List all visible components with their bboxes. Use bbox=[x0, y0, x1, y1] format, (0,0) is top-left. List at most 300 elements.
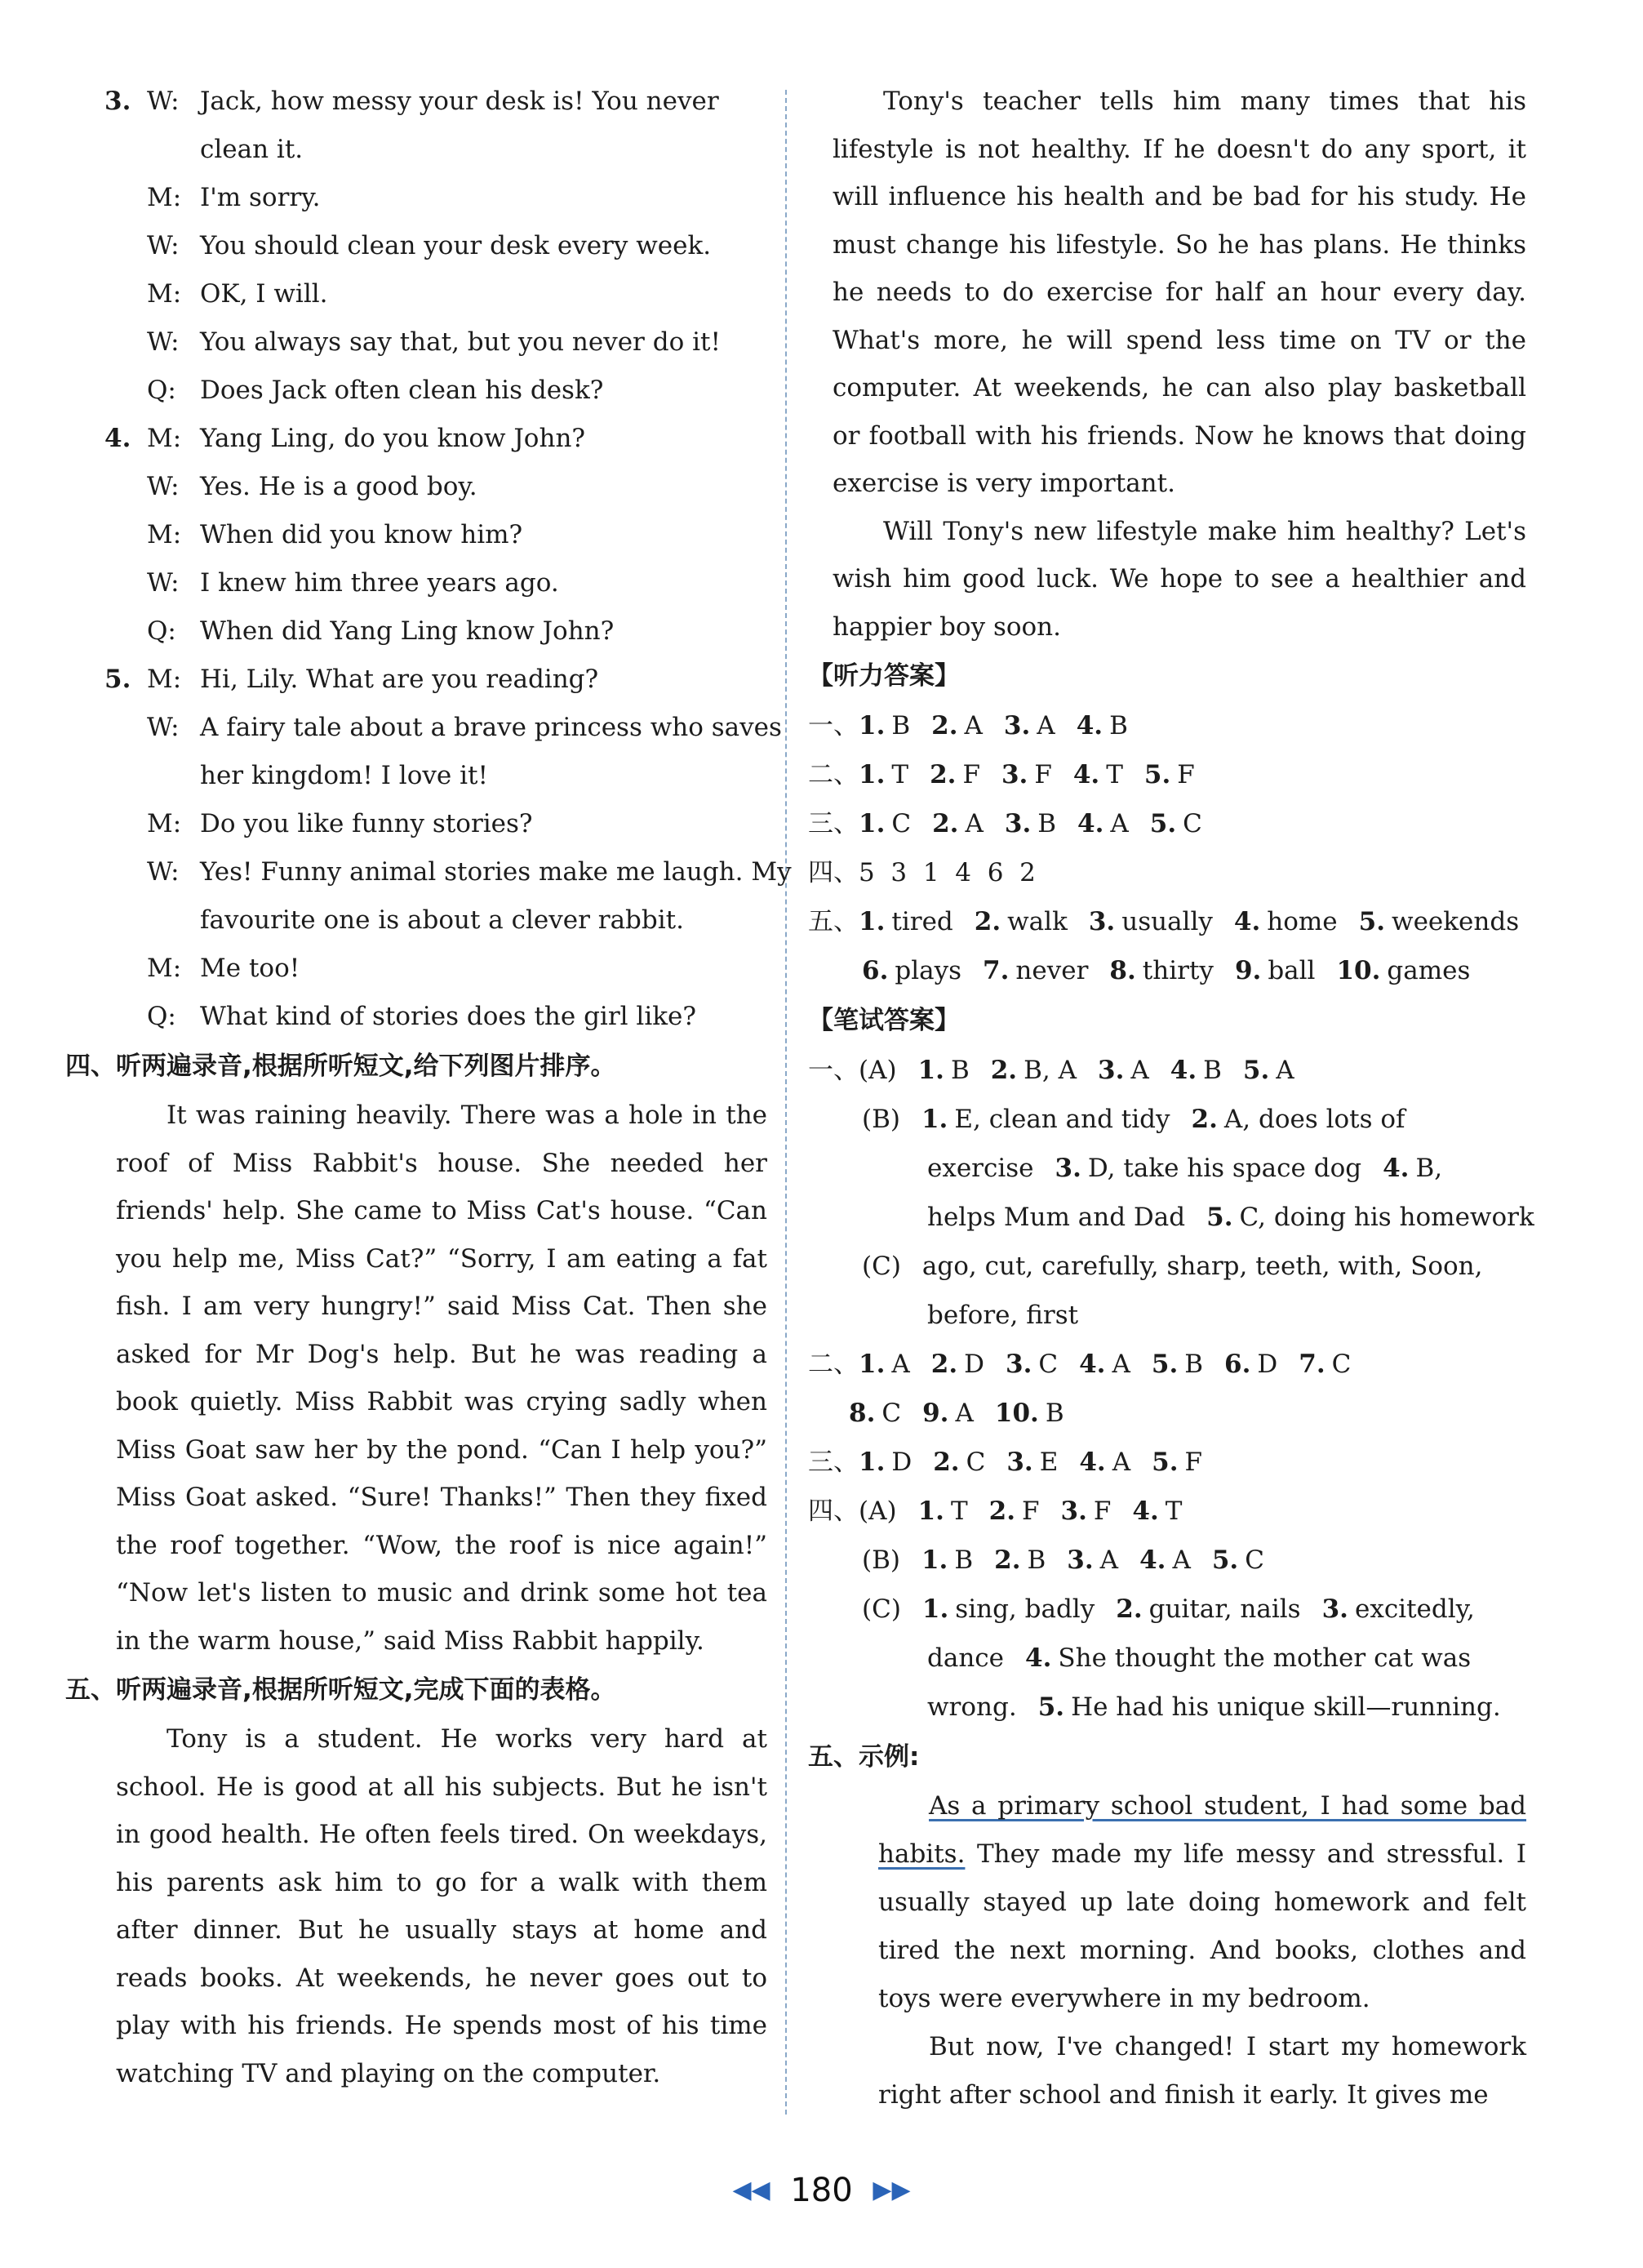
essay-paragraph-1 bbox=[878, 1782, 1526, 2023]
essay-p1-rest: They made my life messy and stressful. I usually stayed up late doing homework and felt tired the next morning. And books, clothes and toys were everywhere in my bedroom. bbox=[878, 1839, 1526, 2013]
answer-number: 2. bbox=[974, 907, 1001, 936]
sample-essay bbox=[878, 1782, 1526, 2119]
answer-items bbox=[859, 760, 1216, 789]
answer-item bbox=[1322, 1594, 1475, 1624]
answer-number: 4. bbox=[1077, 809, 1104, 838]
listening-section-1-label: 一、 bbox=[808, 711, 859, 740]
dialogue-line bbox=[65, 848, 792, 896]
written-section-2-label: 二、 bbox=[808, 1350, 859, 1379]
answer-value: home bbox=[1267, 907, 1338, 936]
dialogue-line bbox=[65, 318, 767, 367]
dialogue-text: Hi, Lily. What are you reading? bbox=[200, 665, 599, 694]
answer-value: C bbox=[966, 1448, 986, 1477]
answer-number: 10. bbox=[994, 1399, 1039, 1428]
written-1c-line2 bbox=[808, 1291, 1526, 1340]
written-answers-title: 【笔试答案】 bbox=[808, 1006, 960, 1035]
answer-number: 5. bbox=[1242, 1056, 1270, 1085]
answer-number: 3. bbox=[1067, 1545, 1094, 1575]
written-4c-line1 bbox=[808, 1585, 1526, 1634]
answer-items bbox=[918, 1496, 1204, 1526]
dialogue-text: Jack, how messy your desk is! You never bbox=[200, 87, 719, 116]
dialogue-text: I knew him three years ago. bbox=[200, 568, 559, 598]
answer-item bbox=[931, 711, 983, 740]
speaker-label: M: bbox=[147, 183, 182, 212]
answer-items bbox=[1055, 1154, 1464, 1183]
dialogue-line bbox=[65, 607, 767, 656]
answer-number: 5. bbox=[1143, 760, 1171, 789]
answer-number: 1. bbox=[917, 1496, 944, 1526]
answer-value: A bbox=[1099, 1545, 1119, 1575]
answer-item bbox=[989, 1496, 1040, 1526]
dialogue-line-continuation bbox=[65, 752, 767, 800]
answer-item bbox=[932, 809, 984, 838]
answer-number: 5. bbox=[1037, 1692, 1065, 1722]
answer-number: 4. bbox=[1233, 907, 1261, 936]
answer-number: 9. bbox=[1234, 956, 1262, 985]
answer-item bbox=[1006, 1350, 1058, 1379]
answer-number: 2. bbox=[1116, 1594, 1143, 1624]
answer-number: 3. bbox=[1055, 1154, 1081, 1183]
dialogue-text: Yang Ling, do you know John? bbox=[200, 424, 586, 453]
answer-value: C bbox=[891, 809, 912, 838]
answer-item bbox=[1079, 1448, 1130, 1477]
answer-continuation: exercise bbox=[927, 1154, 1034, 1183]
answer-item bbox=[921, 1545, 973, 1575]
answer-item bbox=[1144, 760, 1195, 789]
speaker-label: Q: bbox=[147, 1002, 176, 1031]
answer-value: B, A bbox=[1024, 1056, 1077, 1085]
answer-value: A bbox=[1112, 1350, 1130, 1379]
written-1c-line1 bbox=[808, 1242, 1526, 1291]
written-3 bbox=[808, 1438, 1526, 1487]
column-divider bbox=[785, 90, 787, 2115]
answer-value: thirty bbox=[1142, 956, 1214, 985]
section4-heading: 四、听两遍录音,根据所听短文,给下列图片排序。 bbox=[65, 1052, 616, 1081]
answer-value: He had his unique skill—running. bbox=[1071, 1692, 1501, 1722]
answer-number: 5. bbox=[1149, 809, 1177, 838]
written-2-row1 bbox=[808, 1340, 1526, 1389]
answer-number: 4. bbox=[1170, 1056, 1197, 1085]
dialogue-text: When did you know him? bbox=[200, 520, 523, 549]
part-label: (A) bbox=[859, 1496, 897, 1526]
answer-item bbox=[1109, 956, 1214, 985]
answer-number: 1. bbox=[921, 1545, 948, 1575]
answer-item bbox=[1077, 809, 1129, 838]
answer-items bbox=[859, 907, 1540, 936]
answer-number: 8. bbox=[1109, 956, 1136, 985]
answer-value: A bbox=[964, 711, 983, 740]
answer-value: C bbox=[881, 1399, 902, 1428]
answer-value: E bbox=[1039, 1448, 1059, 1477]
answer-item bbox=[859, 907, 953, 936]
answer-value: C bbox=[1331, 1350, 1352, 1379]
section5-passage bbox=[116, 1715, 767, 2097]
written-1a bbox=[808, 1046, 1526, 1095]
answer-number: 1. bbox=[921, 1594, 949, 1624]
dialogue-text: I'm sorry. bbox=[200, 183, 321, 212]
answer-item bbox=[1152, 1448, 1202, 1477]
answer-value: T bbox=[1165, 1496, 1183, 1526]
left-column bbox=[65, 78, 792, 2097]
answer-item bbox=[933, 1448, 985, 1477]
answer-value: tired bbox=[891, 907, 953, 936]
answer-item bbox=[930, 760, 980, 789]
speaker-label: M: bbox=[147, 954, 182, 983]
listening-answers-row-4 bbox=[808, 848, 1526, 897]
answer-number: 3. bbox=[1060, 1496, 1087, 1526]
answer-value: guitar, nails bbox=[1148, 1594, 1301, 1624]
written-section-4-label: 四、 bbox=[808, 1496, 859, 1526]
answer-value: F bbox=[1093, 1496, 1112, 1526]
answer-item bbox=[1079, 1350, 1130, 1379]
answer-item bbox=[849, 1399, 901, 1428]
answer-number: 5. bbox=[1211, 1545, 1239, 1575]
part-label: (C) bbox=[862, 1252, 901, 1281]
dialogue-line bbox=[65, 704, 782, 752]
answer-value: never bbox=[1015, 956, 1089, 985]
question-number: 3. bbox=[104, 87, 131, 116]
answer-item bbox=[1170, 1056, 1222, 1085]
answer-item bbox=[1243, 1056, 1294, 1085]
answer-item bbox=[983, 956, 1088, 985]
dialogue-line bbox=[65, 174, 767, 222]
answer-number: 7. bbox=[983, 956, 1010, 985]
written-1b-line2 bbox=[808, 1144, 1526, 1193]
listening-section-5-label: 五、 bbox=[808, 907, 859, 936]
answer-value: F bbox=[1022, 1496, 1040, 1526]
answer-item bbox=[1224, 1350, 1277, 1379]
answer-number: 3. bbox=[1006, 1448, 1033, 1477]
answer-item bbox=[918, 1496, 968, 1526]
answer-value: A bbox=[1037, 711, 1055, 740]
answer-value: A bbox=[955, 1399, 974, 1428]
dialogue-line bbox=[65, 800, 767, 848]
answer-value: She thought the mother cat was bbox=[1058, 1643, 1472, 1673]
answer-number: 5. bbox=[1358, 907, 1386, 936]
answer-value: B bbox=[954, 1545, 974, 1575]
dialogue-text: What kind of stories does the girl like? bbox=[200, 1002, 697, 1031]
answer-number: 2. bbox=[930, 1350, 958, 1379]
answer-value: F bbox=[1184, 1448, 1203, 1477]
answer-item bbox=[1234, 907, 1338, 936]
answer-items bbox=[1038, 1692, 1522, 1722]
answer-value: games bbox=[1387, 956, 1471, 985]
answer-value: T bbox=[1106, 760, 1123, 789]
tony-passage-continued bbox=[833, 78, 1526, 651]
answer-item bbox=[922, 1594, 1095, 1624]
written-1b-line1 bbox=[808, 1095, 1526, 1144]
answer-items bbox=[859, 809, 1223, 838]
answer-value: E, clean and tidy bbox=[954, 1105, 1170, 1134]
part-label: (A) bbox=[859, 1056, 897, 1085]
written-4c-line3 bbox=[808, 1683, 1526, 1732]
answer-item bbox=[1001, 760, 1052, 789]
answer-item bbox=[859, 809, 911, 838]
answer-number: 2. bbox=[931, 711, 958, 740]
speaker-label: W: bbox=[147, 568, 180, 598]
part-label: (B) bbox=[862, 1545, 900, 1575]
answer-number: 2. bbox=[990, 1056, 1018, 1085]
dialogue-text: Do you like funny stories? bbox=[200, 809, 533, 838]
speaker-label: W: bbox=[147, 472, 180, 501]
answer-item bbox=[1073, 760, 1123, 789]
answer-item bbox=[1067, 1545, 1118, 1575]
tony-paragraph-1: Tony's teacher tells him many times that his lifestyle is not healthy. If he doesn't do any sport, it will influence his health and be bad for his study. He must change his lifestyle. So he has plans. He thinks he needs to do exercise for half an hour every day. What's more, he will spend less time on TV or the computer. At weekends, he can also play basketball or football with his friends. Now he knows that doing exercise is very important. bbox=[833, 87, 1526, 498]
answer-number: 1. bbox=[859, 711, 886, 740]
listening-answers-row-2 bbox=[808, 750, 1526, 799]
answer-value: B bbox=[1109, 711, 1128, 740]
speaker-label: W: bbox=[147, 231, 180, 260]
answer-value: B bbox=[1203, 1056, 1222, 1085]
answer-item bbox=[1038, 1692, 1501, 1722]
answer-number: 3. bbox=[1321, 1594, 1348, 1624]
dialogue-text: When did Yang Ling know John? bbox=[200, 616, 615, 646]
speaker-label: Q: bbox=[147, 376, 176, 405]
answer-number: 1. bbox=[859, 809, 886, 838]
answer-value: B bbox=[950, 1056, 970, 1085]
dialogue-text: A fairy tale about a brave princess who saves bbox=[200, 713, 782, 742]
answer-value: D bbox=[1257, 1350, 1278, 1379]
section5-heading: 五、听两遍录音,根据所听短文,完成下面的表格。 bbox=[65, 1675, 616, 1705]
answer-items bbox=[922, 1594, 1496, 1624]
dialogue-text: Me too! bbox=[200, 954, 300, 983]
answer-value: C, doing his homework bbox=[1239, 1203, 1534, 1232]
dialogue-text: her kingdom! I love it! bbox=[200, 761, 488, 790]
written-4b bbox=[808, 1536, 1526, 1585]
written-4a bbox=[808, 1487, 1526, 1536]
answer-items bbox=[1206, 1203, 1556, 1232]
answer-number: 5. bbox=[1151, 1350, 1179, 1379]
answer-item bbox=[1132, 1496, 1182, 1526]
answer-item bbox=[859, 1350, 910, 1379]
speaker-label: M: bbox=[147, 520, 182, 549]
dialogue-line bbox=[65, 78, 767, 126]
answer-value: B bbox=[891, 711, 911, 740]
answer-item bbox=[921, 1105, 1170, 1134]
answer-number: 1. bbox=[921, 1105, 948, 1134]
dialogue-line bbox=[65, 270, 767, 318]
answer-value: C bbox=[1038, 1350, 1059, 1379]
answer-items bbox=[859, 1448, 1223, 1477]
answer-value: sing, badly bbox=[955, 1594, 1095, 1624]
answer-item bbox=[994, 1545, 1046, 1575]
answer-item bbox=[1150, 809, 1202, 838]
answer-value: T bbox=[891, 760, 909, 789]
answer-number: 3. bbox=[1001, 760, 1028, 789]
answer-value: ball bbox=[1268, 956, 1316, 985]
dialogue-text: Yes. He is a good boy. bbox=[200, 472, 477, 501]
answer-value: A bbox=[1110, 809, 1129, 838]
dialogue-line bbox=[65, 559, 767, 607]
written-section-5-heading: 五、示例: bbox=[808, 1742, 920, 1772]
tony-paragraph-2: Will Tony's new lifestyle make him healthy? Let's wish him good luck. We hope to see a healthier and happier boy soon. bbox=[833, 516, 1526, 642]
written-4c-line2 bbox=[808, 1634, 1526, 1683]
part-label: (C) bbox=[862, 1594, 901, 1624]
answer-value: B, bbox=[1415, 1154, 1443, 1183]
next-arrows-icon: ▶▶ bbox=[873, 2176, 911, 2204]
answer-value: D bbox=[964, 1350, 984, 1379]
answer-number: 9. bbox=[922, 1399, 949, 1428]
section5-paragraph: Tony is a student. He works very hard at school. He is good at all his subjects. But he isn't in good health. He often feels tired. On weekdays, his parents ask him to go for a walk with them after dinner. But he usually stays at home and reads books. At weekends, he never goes out to play with his friends. He spends most of his time watching TV and playing on the computer. bbox=[116, 1724, 767, 2088]
answer-item bbox=[1336, 956, 1470, 985]
answer-item bbox=[859, 1448, 912, 1477]
answer-value: usually bbox=[1121, 907, 1213, 936]
answer-item bbox=[1383, 1154, 1442, 1183]
answer-item bbox=[1206, 1203, 1534, 1232]
answer-number: 6. bbox=[862, 956, 889, 985]
answer-number: 2. bbox=[988, 1496, 1016, 1526]
answer-item bbox=[1089, 907, 1213, 936]
listening-section-2-label: 二、 bbox=[808, 760, 859, 789]
answer-item bbox=[931, 1350, 984, 1379]
answer-item bbox=[1359, 907, 1519, 936]
section4-passage bbox=[116, 1092, 767, 1665]
answer-text: ago, cut, carefully, sharp, teeth, with, Soon, bbox=[921, 1252, 1483, 1281]
answer-value: A bbox=[1172, 1545, 1191, 1575]
dialogue-text: Does Jack often clean his desk? bbox=[200, 376, 604, 405]
answer-number: 1. bbox=[859, 760, 886, 789]
essay-paragraph-2: But now, I've changed! I start my homework right after school and finish it early. It gives me bbox=[878, 2032, 1526, 2110]
dialogue-line bbox=[65, 367, 767, 415]
answer-number: 1. bbox=[859, 1350, 886, 1379]
dialogue-line bbox=[65, 415, 767, 463]
answer-number: 3. bbox=[1098, 1056, 1125, 1085]
answer-number: 7. bbox=[1299, 1350, 1326, 1379]
section4-paragraph: It was raining heavily. There was a hole in the roof of Miss Rabbit's house. She needed her friends' help. She came to Miss Cat's house. “Can you help me, Miss Cat?” “Sorry, I am eating a fat fish. I am very hungry!” said Miss Cat. Then she asked for Mr Dog's help. But he was reading a book quietly. Miss Rabbit was crying sadly when Miss Goat saw her by the pond. “Can I help you?” Miss Goat asked. “Sure! Thanks!” Then they fixed the roof together. “Wow, the roof is nice again!” “Now let's listen to music and drink some hot tea in the warm house,” said Miss Rabbit happily. bbox=[116, 1101, 767, 1656]
answer-number: 2. bbox=[932, 809, 959, 838]
answer-value: B bbox=[1184, 1350, 1204, 1379]
listening-section-3-label: 三、 bbox=[808, 809, 859, 838]
answer-value: F bbox=[1177, 760, 1195, 789]
answer-number: 2. bbox=[1191, 1105, 1218, 1134]
answer-value: D bbox=[891, 1448, 913, 1477]
speaker-label: W: bbox=[147, 327, 180, 357]
answer-items bbox=[862, 956, 1491, 985]
dialogue-line bbox=[65, 222, 767, 270]
answer-item bbox=[859, 711, 910, 740]
answer-value: F bbox=[962, 760, 980, 789]
prev-arrows-icon: ◀◀ bbox=[732, 2176, 770, 2204]
answer-item bbox=[859, 760, 908, 789]
listening-answers-row-1 bbox=[808, 701, 1526, 750]
picture-order: 5 3 1 4 6 2 bbox=[859, 858, 1036, 887]
answer-number: 4. bbox=[1079, 1448, 1106, 1477]
answer-item bbox=[1152, 1350, 1203, 1379]
written-section-1-label: 一、 bbox=[808, 1056, 859, 1085]
speaker-label: M: bbox=[147, 279, 182, 309]
answer-value: T bbox=[950, 1496, 968, 1526]
dialogue-text: favourite one is about a clever rabbit. bbox=[200, 905, 684, 935]
answer-number: 10. bbox=[1336, 956, 1381, 985]
dialogue-line bbox=[65, 656, 767, 704]
answer-items bbox=[921, 1545, 1286, 1575]
answer-items bbox=[918, 1056, 1316, 1085]
answer-number: 2. bbox=[930, 760, 957, 789]
answer-item bbox=[1005, 809, 1056, 838]
answer-text: before, first bbox=[927, 1301, 1079, 1330]
answer-number: 3. bbox=[1006, 1350, 1032, 1379]
written-1b-line3 bbox=[808, 1193, 1534, 1242]
answer-item bbox=[975, 907, 1068, 936]
question-number: 5. bbox=[104, 665, 131, 694]
answer-value: A bbox=[1276, 1056, 1294, 1085]
dialogue-line bbox=[65, 463, 767, 511]
answer-item bbox=[1299, 1350, 1351, 1379]
answer-item bbox=[1077, 711, 1128, 740]
right-column bbox=[808, 78, 1534, 2119]
answer-value: C bbox=[1183, 809, 1202, 838]
answer-value: A bbox=[891, 1350, 910, 1379]
answer-items bbox=[849, 1399, 1086, 1428]
answer-items bbox=[859, 711, 1149, 740]
answer-number: 5. bbox=[1206, 1203, 1233, 1232]
dialogue-line bbox=[65, 945, 767, 993]
dialogue-line bbox=[65, 511, 767, 559]
dialogue-text: Yes! Funny animal stories make me laugh. My bbox=[200, 857, 792, 887]
answer-continuation: helps Mum and Dad bbox=[927, 1203, 1186, 1232]
page-number: 180 bbox=[790, 2172, 853, 2209]
dialogue-text: clean it. bbox=[200, 135, 304, 164]
listening-answers-row-5 bbox=[808, 897, 1526, 946]
answer-number: 1. bbox=[859, 907, 886, 936]
answer-number: 4. bbox=[1079, 1350, 1106, 1379]
answer-item bbox=[918, 1056, 970, 1085]
answer-item bbox=[1098, 1056, 1149, 1085]
answer-item bbox=[1139, 1545, 1191, 1575]
answer-number: 3. bbox=[1003, 711, 1031, 740]
answer-item bbox=[1192, 1105, 1405, 1134]
listening-answers-row-3 bbox=[808, 799, 1526, 848]
speaker-label: M: bbox=[147, 665, 182, 694]
listening-answers-row-5b bbox=[808, 946, 1526, 995]
answer-item bbox=[991, 1056, 1077, 1085]
answer-item bbox=[1235, 956, 1316, 985]
answer-value: A bbox=[1130, 1056, 1149, 1085]
answer-number: 4. bbox=[1132, 1496, 1159, 1526]
answer-value: walk bbox=[1007, 907, 1068, 936]
answer-number: 3. bbox=[1004, 809, 1032, 838]
answer-value: F bbox=[1034, 760, 1052, 789]
page-footer bbox=[0, 2172, 1643, 2209]
answer-value: excitedly, bbox=[1354, 1594, 1475, 1624]
answer-number: 4. bbox=[1072, 760, 1100, 789]
speaker-label: W: bbox=[147, 87, 180, 116]
speaker-label: Q: bbox=[147, 616, 176, 646]
answer-continuation: dance bbox=[927, 1643, 1004, 1673]
answer-continuation: wrong. bbox=[927, 1692, 1017, 1722]
question-number: 4. bbox=[104, 424, 131, 453]
answer-number: 5. bbox=[1152, 1448, 1179, 1477]
answer-number: 4. bbox=[1383, 1154, 1410, 1183]
answer-item bbox=[1025, 1643, 1471, 1673]
answer-item bbox=[1116, 1594, 1300, 1624]
answer-value: B bbox=[1027, 1545, 1046, 1575]
dialogue-text: OK, I will. bbox=[200, 279, 328, 309]
speaker-label: W: bbox=[147, 857, 180, 887]
answer-number: 4. bbox=[1025, 1643, 1052, 1673]
speaker-label: M: bbox=[147, 424, 182, 453]
dialogue-line bbox=[65, 993, 767, 1041]
answer-item bbox=[1061, 1496, 1112, 1526]
answer-item bbox=[1006, 1448, 1058, 1477]
answer-item bbox=[862, 956, 961, 985]
speaker-label: M: bbox=[147, 809, 182, 838]
answer-items bbox=[859, 1350, 1372, 1379]
dialogue-line-continuation bbox=[65, 126, 767, 174]
written-section-3-label: 三、 bbox=[808, 1448, 859, 1477]
listening-section-4-label: 四、 bbox=[808, 858, 859, 887]
dialogue-line-continuation bbox=[65, 896, 767, 945]
